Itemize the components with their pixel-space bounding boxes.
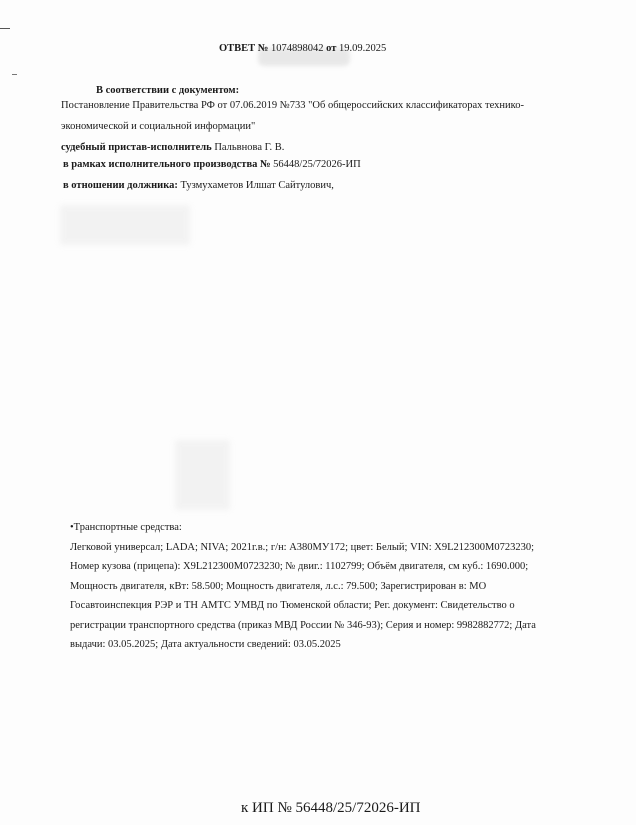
- scan-smudge: [60, 205, 190, 245]
- debtor-name: Тузмухаметов Илшат Сайтулович,: [180, 180, 334, 191]
- vehicle-line: Мощность двигателя, кВт: 58.500; Мощность двигателя, л.с.: 79.500; Зарегистрирован в: МО: [70, 580, 487, 592]
- scan-artifact: [0, 28, 10, 29]
- answer-number: 1074898042: [270, 43, 324, 54]
- date-prefix: от: [326, 43, 337, 54]
- scan-smudge: [175, 440, 230, 510]
- proceeding-line: [63, 158, 361, 171]
- basis-heading: В соответствии с документом:: [96, 85, 240, 96]
- basis-document-line-2: экономической и социальной информации": [61, 121, 256, 132]
- vehicle-line: Госавтоинспекция РЭР и ТН АМТС УМВД по Тюменской области; Рег. документ: Свидетельство о: [70, 600, 515, 611]
- vehicles-heading: •Транспортные средства:: [70, 522, 182, 533]
- vehicle-line: Легковой универсал; LADA; NIVA; 2021г.в.; г/н: А380МУ172; цвет: Белый; VIN: X9L212300M0723230;: [70, 541, 535, 553]
- proceeding-label: в рамках исполнительного производства №: [63, 159, 271, 170]
- answer-label: ОТВЕТ №: [219, 43, 269, 54]
- debtor-line: [63, 179, 334, 192]
- scan-artifact: [12, 74, 17, 75]
- bailiff-line: [61, 141, 284, 154]
- bailiff-name: Пальвнова Г. В.: [214, 142, 285, 153]
- vehicle-line: выдачи: 03.05.2025; Дата актуальности сведений: 03.05.2025: [70, 639, 341, 650]
- vehicle-line: регистрации транспортного средства (приказ МВД России № 346-93); Серия и номер: 9982882772; Дата: [70, 619, 536, 631]
- debtor-label: в отношении должника:: [63, 180, 178, 191]
- basis-document-line-1: Постановление Правительства РФ от 07.06.2019 №733 "Об общероссийских классификаторах технико-: [61, 100, 524, 111]
- answer-date: 19.09.2025: [339, 43, 387, 54]
- footer-reference: к ИП № 56448/25/72026-ИП: [241, 800, 421, 816]
- vehicle-line: Номер кузова (прицепа): X9L212300M0723230; № двиг.: 1102799; Объём двигателя, см куб.: 1690.000;: [70, 561, 529, 572]
- vehicles-section: [70, 518, 570, 655]
- bailiff-label: судебный пристав-исполнитель: [61, 142, 212, 153]
- document-title: [219, 43, 386, 54]
- proceeding-number: 56448/25/72026-ИП: [273, 159, 361, 170]
